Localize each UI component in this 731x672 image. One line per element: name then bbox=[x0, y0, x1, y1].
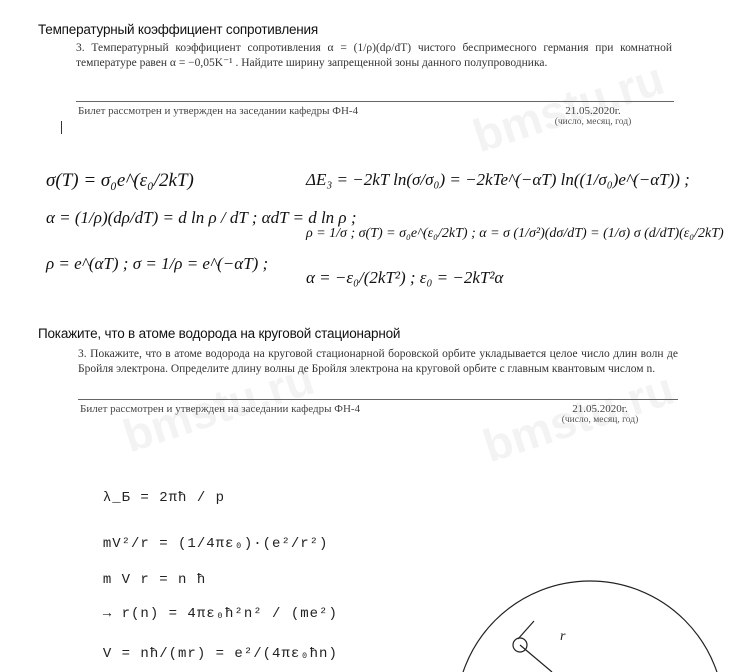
section2-footer-left: Билет рассмотрен и утвержден на заседании кафедры ФН-4 bbox=[80, 403, 361, 415]
footer-date: 21.05.2020г. bbox=[565, 105, 621, 117]
problem-text: 3. Покажите, что в атоме водорода на круговой стационарной боровской орбите укладывается целое число длин волн де Бройля электрона. Определите длину волны де Бройля электрона на круговой орбите с главным квантовым числом n. bbox=[78, 348, 678, 375]
formula-centripetal bbox=[84, 520, 328, 552]
formula-rho bbox=[46, 254, 268, 274]
formula-text: ΔE₃ = −2kT ln(σ/σ₀) = −2kTe^(−αT) ln((1/σ₀)e^(−αT)) ; bbox=[306, 170, 690, 189]
orbit-circle bbox=[456, 581, 724, 672]
formula-text: mV²/r = (1/4πε₀)·(e²/r²) bbox=[102, 536, 329, 552]
section2-heading: Покажите, что в атоме водорода на круговой стационарной bbox=[38, 326, 401, 341]
text-cursor bbox=[61, 121, 62, 134]
formula-delta-e bbox=[306, 170, 690, 190]
formula-text: α = (1/ρ)(dρ/dT) = d ln ρ / dT ; αdT = d ln ρ ; bbox=[46, 208, 357, 227]
footer-date: 21.05.2020г. bbox=[572, 403, 628, 415]
velocity-arrow bbox=[518, 621, 534, 639]
radius-line bbox=[520, 645, 552, 672]
formula-text: α = −ε₀/(2kT²) ; ε₀ = −2kT²α bbox=[306, 268, 504, 287]
section2-footer-date bbox=[545, 403, 655, 425]
formula-quantization bbox=[84, 556, 206, 588]
formula-radius bbox=[84, 590, 338, 622]
formula-velocity bbox=[84, 630, 338, 662]
radius-label: r bbox=[560, 629, 566, 644]
footer-date-note: (число, месяц, год) bbox=[561, 415, 639, 425]
section1-problem-text bbox=[76, 41, 672, 71]
formula-sigma-t bbox=[46, 170, 194, 192]
section1-heading: Температурный коэффициент сопротивления bbox=[38, 22, 319, 37]
problem-text: 3. Температурный коэффициент сопротивления α = (1/ρ)(dρ/dT) чистого беспримесного германия при комнатной температуре равен α = −0,05K⁻¹ . Найдите ширину запрещенной зоны данного полупроводника. bbox=[76, 42, 672, 69]
formula-text: V = nħ/(mr) = e²/(4πε₀ħn) bbox=[102, 646, 338, 662]
section2-rule bbox=[78, 399, 678, 400]
formula-text: λ_Б = 2πħ / p bbox=[102, 490, 226, 506]
section1-rule bbox=[76, 101, 674, 102]
section1-footer-date bbox=[538, 105, 648, 127]
formula-text: ρ = e^(αT) ; σ = 1/ρ = e^(−αT) ; bbox=[46, 254, 269, 273]
section1-footer-left: Билет рассмотрен и утвержден на заседании кафедры ФН-4 bbox=[78, 105, 359, 117]
formula-text: → r(n) = 4πε₀ħ²n² / (me²) bbox=[102, 606, 338, 622]
formula-de-broglie bbox=[84, 474, 225, 506]
formula-alpha bbox=[46, 208, 356, 228]
formula-text: σ(T) = σ₀e^(ε₀/2kT) bbox=[46, 170, 194, 191]
formula-rho-sigma bbox=[306, 226, 724, 242]
section2-problem-text bbox=[78, 347, 678, 377]
footer-date-note: (число, месяц, год) bbox=[554, 117, 632, 127]
formula-epsilon bbox=[306, 268, 503, 288]
formula-text: m V r = n ħ bbox=[102, 572, 207, 588]
orbit-diagram bbox=[440, 575, 731, 672]
formula-text: ρ = 1/σ ; σ(T) = σ₀e^(ε₀/2kT) ; α = σ (1/σ²)(dσ/dT) = (1/σ) σ (d/dT)(ε₀/2kT) bbox=[306, 226, 724, 241]
